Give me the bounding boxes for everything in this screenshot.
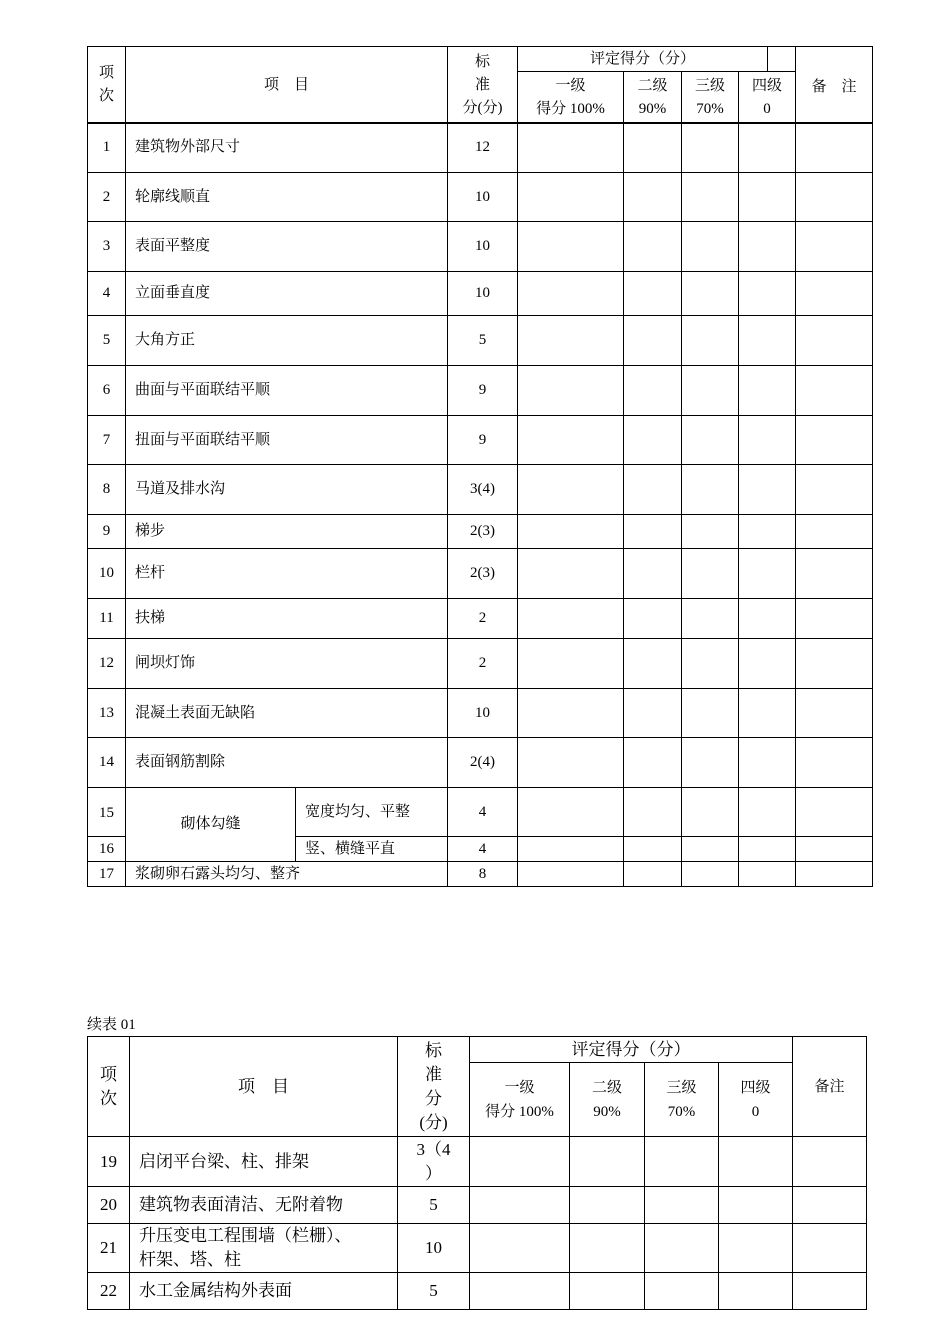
row-item: 栏杆 — [126, 549, 448, 599]
row-item: 扶梯 — [126, 599, 448, 639]
row-index: 21 — [88, 1224, 130, 1273]
score-cell[interactable] — [624, 222, 682, 272]
score-cell[interactable] — [682, 316, 739, 366]
row-index: 10 — [88, 549, 126, 599]
score-cell[interactable] — [682, 862, 739, 887]
score-cell[interactable] — [624, 272, 682, 316]
table-row — [88, 1187, 867, 1224]
row-item: 水工金属结构外表面 — [130, 1273, 398, 1310]
remark-cell[interactable] — [796, 689, 873, 738]
score-cell[interactable] — [624, 515, 682, 549]
score-cell[interactable] — [518, 639, 624, 689]
row-index: 3 — [88, 222, 126, 272]
continued-table-caption: 续表 01 — [87, 1017, 136, 1033]
score-cell[interactable] — [624, 862, 682, 887]
score-cell[interactable] — [682, 272, 739, 316]
row-item: 竖、横缝平直 — [296, 837, 448, 862]
score-cell[interactable] — [682, 173, 739, 222]
score-cell[interactable] — [518, 316, 624, 366]
row-score: 4 — [448, 788, 518, 837]
table-row — [88, 1224, 867, 1273]
row-score: 9 — [448, 416, 518, 465]
remark-cell[interactable] — [793, 1273, 867, 1310]
row-index: 15 — [88, 788, 126, 837]
row-score: 2 — [448, 639, 518, 689]
header-level4: 四级 0 — [739, 72, 796, 124]
header-index: 项 次 — [88, 1037, 130, 1137]
row-score: 5 — [448, 316, 518, 366]
score-cell[interactable] — [739, 788, 796, 837]
row-score: 9 — [448, 366, 518, 416]
score-cell[interactable] — [624, 788, 682, 837]
row-item: 大角方正 — [126, 316, 448, 366]
table-row — [88, 862, 873, 887]
table-row — [88, 599, 873, 639]
row-score: 3(4) — [448, 465, 518, 515]
score-cell[interactable] — [682, 738, 739, 788]
remark-cell[interactable] — [796, 862, 873, 887]
score-cell[interactable] — [682, 515, 739, 549]
table-row — [88, 1273, 867, 1310]
remark-cell[interactable] — [796, 316, 873, 366]
score-cell[interactable] — [645, 1137, 719, 1187]
score-cell[interactable] — [624, 639, 682, 689]
header-level3: 三级 70% — [645, 1063, 719, 1137]
table-row — [88, 515, 873, 549]
score-cell[interactable] — [739, 123, 796, 173]
table-row — [88, 788, 873, 837]
score-cell[interactable] — [624, 549, 682, 599]
score-cell[interactable] — [682, 465, 739, 515]
remark-cell[interactable] — [793, 1137, 867, 1187]
row-score: 2(3) — [448, 515, 518, 549]
header-score-group: 评定得分（分） — [470, 1037, 793, 1063]
remark-cell[interactable] — [796, 639, 873, 689]
score-cell[interactable] — [739, 366, 796, 416]
quality-score-table-body — [87, 122, 873, 887]
header-item: 项 目 — [130, 1037, 398, 1137]
row-index: 2 — [88, 173, 126, 222]
table-row — [88, 689, 873, 738]
row-item: 梯步 — [126, 515, 448, 549]
row-item: 升压变电工程围墙（栏栅）、 杆架、塔、柱 — [130, 1224, 398, 1273]
score-cell[interactable] — [624, 738, 682, 788]
score-cell[interactable] — [518, 173, 624, 222]
score-cell[interactable] — [682, 599, 739, 639]
row-index: 20 — [88, 1187, 130, 1224]
score-cell[interactable] — [518, 862, 624, 887]
table-header-row — [88, 1037, 867, 1063]
header-score-group: 评定得分（分） — [518, 47, 768, 72]
score-cell[interactable] — [518, 272, 624, 316]
score-cell[interactable] — [624, 316, 682, 366]
row-index: 6 — [88, 366, 126, 416]
row-item: 表面钢筋割除 — [126, 738, 448, 788]
score-cell[interactable] — [739, 515, 796, 549]
row-score: 4 — [448, 837, 518, 862]
score-cell[interactable] — [645, 1224, 719, 1273]
header-standard-score: 标 准 分 (分) — [398, 1037, 470, 1137]
score-cell[interactable] — [719, 1137, 793, 1187]
row-index: 12 — [88, 639, 126, 689]
row-index: 7 — [88, 416, 126, 465]
row-index: 19 — [88, 1137, 130, 1187]
header-index: 项 次 — [88, 47, 126, 124]
score-cell[interactable] — [470, 1137, 570, 1187]
score-cell[interactable] — [624, 599, 682, 639]
score-cell[interactable] — [624, 366, 682, 416]
row-score: 2 — [448, 599, 518, 639]
row-score: 12 — [448, 123, 518, 173]
score-cell[interactable] — [518, 837, 624, 862]
header-remark: 备注 — [793, 1037, 867, 1137]
score-cell[interactable] — [739, 837, 796, 862]
header-remark-label: 备 注 — [811, 79, 857, 95]
row-score: 2(3) — [448, 549, 518, 599]
score-cell[interactable] — [739, 639, 796, 689]
row-item: 启闭平台梁、柱、排架 — [130, 1137, 398, 1187]
row-item: 建筑物表面清洁、无附着物 — [130, 1187, 398, 1224]
row-score: 2(4) — [448, 738, 518, 788]
score-cell[interactable] — [739, 465, 796, 515]
remark-cell[interactable] — [796, 738, 873, 788]
remark-cell[interactable] — [793, 1224, 867, 1273]
score-cell[interactable] — [719, 1273, 793, 1310]
remark-cell[interactable] — [796, 549, 873, 599]
header-level2: 二级 90% — [570, 1063, 645, 1137]
header-level3: 三级 70% — [682, 72, 739, 124]
header-blank-cell — [768, 47, 796, 72]
score-cell[interactable] — [570, 1137, 645, 1187]
row-score: 10 — [398, 1224, 470, 1273]
score-cell[interactable] — [570, 1187, 645, 1224]
row-item: 曲面与平面联结平顺 — [126, 366, 448, 416]
score-cell[interactable] — [518, 738, 624, 788]
remark-cell[interactable] — [796, 788, 873, 837]
row-item: 浆砌卵石露头均匀、整齐 — [126, 862, 448, 887]
row-index: 9 — [88, 515, 126, 549]
row-item: 立面垂直度 — [126, 272, 448, 316]
score-cell[interactable] — [739, 173, 796, 222]
score-cell[interactable] — [719, 1224, 793, 1273]
row-item: 建筑物外部尺寸 — [126, 123, 448, 173]
row-index: 11 — [88, 599, 126, 639]
score-cell[interactable] — [518, 515, 624, 549]
score-cell[interactable] — [624, 173, 682, 222]
score-cell[interactable] — [518, 549, 624, 599]
header-level1: 一级 得分 100% — [518, 72, 624, 124]
score-cell[interactable] — [739, 316, 796, 366]
row-index: 4 — [88, 272, 126, 316]
score-cell[interactable] — [739, 738, 796, 788]
score-cell[interactable] — [624, 837, 682, 862]
row-item: 马道及排水沟 — [126, 465, 448, 515]
score-cell[interactable] — [470, 1273, 570, 1310]
score-cell[interactable] — [739, 599, 796, 639]
score-cell[interactable] — [624, 689, 682, 738]
score-cell[interactable] — [624, 465, 682, 515]
row-index: 8 — [88, 465, 126, 515]
continued-score-table — [87, 1036, 867, 1310]
table-row — [88, 639, 873, 689]
score-cell[interactable] — [739, 549, 796, 599]
score-cell[interactable] — [624, 416, 682, 465]
score-cell[interactable] — [682, 639, 739, 689]
score-cell[interactable] — [719, 1187, 793, 1224]
score-cell[interactable] — [739, 416, 796, 465]
row-score: 8 — [448, 862, 518, 887]
score-cell[interactable] — [739, 689, 796, 738]
score-cell[interactable] — [518, 788, 624, 837]
quality-score-table — [87, 46, 873, 124]
score-cell[interactable] — [518, 123, 624, 173]
masonry-group-label: 砌体勾缝 — [126, 788, 296, 862]
remark-cell[interactable] — [796, 222, 873, 272]
header-level2: 二级 90% — [624, 72, 682, 124]
table-row — [88, 465, 873, 515]
score-cell[interactable] — [518, 416, 624, 465]
header-item: 项 目 — [126, 47, 448, 124]
remark-cell[interactable] — [796, 173, 873, 222]
row-item: 轮廓线顺直 — [126, 173, 448, 222]
header-level1: 一级 得分 100% — [470, 1063, 570, 1137]
row-score: 5 — [398, 1273, 470, 1310]
score-cell[interactable] — [518, 465, 624, 515]
row-item: 宽度均匀、平整 — [296, 788, 448, 837]
table-row — [88, 1137, 867, 1187]
row-index: 14 — [88, 738, 126, 788]
header-standard-score: 标 准 分(分) — [448, 47, 518, 124]
row-score: 5 — [398, 1187, 470, 1224]
table-header-row — [88, 47, 873, 72]
row-index: 22 — [88, 1273, 130, 1310]
header-level4: 四级 0 — [719, 1063, 793, 1137]
row-score: 3（4 ） — [398, 1137, 470, 1187]
score-cell[interactable] — [570, 1273, 645, 1310]
score-cell[interactable] — [518, 599, 624, 639]
score-cell[interactable] — [682, 416, 739, 465]
row-index: 17 — [88, 862, 126, 887]
score-cell[interactable] — [645, 1187, 719, 1224]
score-cell[interactable] — [682, 549, 739, 599]
score-cell[interactable] — [470, 1187, 570, 1224]
score-cell[interactable] — [570, 1224, 645, 1273]
row-item: 表面平整度 — [126, 222, 448, 272]
score-cell[interactable] — [682, 788, 739, 837]
row-score: 10 — [448, 272, 518, 316]
score-cell[interactable] — [739, 272, 796, 316]
table-row — [88, 222, 873, 272]
table-row — [88, 549, 873, 599]
score-cell[interactable] — [645, 1273, 719, 1310]
row-item: 混凝土表面无缺陷 — [126, 689, 448, 738]
score-cell[interactable] — [682, 123, 739, 173]
table-row — [88, 173, 873, 222]
row-score: 10 — [448, 689, 518, 738]
remark-cell[interactable] — [796, 416, 873, 465]
score-cell[interactable] — [470, 1224, 570, 1273]
row-index: 16 — [88, 837, 126, 862]
table-row — [88, 272, 873, 316]
score-cell[interactable] — [682, 222, 739, 272]
table-row — [88, 738, 873, 788]
remark-cell[interactable] — [796, 465, 873, 515]
remark-cell[interactable] — [796, 515, 873, 549]
score-cell[interactable] — [624, 123, 682, 173]
table-row — [88, 123, 873, 173]
table-row — [88, 416, 873, 465]
score-cell[interactable] — [518, 689, 624, 738]
table-row — [88, 366, 873, 416]
table-row — [88, 316, 873, 366]
remark-cell[interactable] — [796, 123, 873, 173]
remark-cell[interactable] — [796, 599, 873, 639]
remark-cell[interactable] — [796, 272, 873, 316]
row-score: 10 — [448, 222, 518, 272]
remark-cell[interactable] — [796, 837, 873, 862]
row-score: 10 — [448, 173, 518, 222]
score-cell[interactable] — [739, 862, 796, 887]
score-cell[interactable] — [682, 689, 739, 738]
row-index: 13 — [88, 689, 126, 738]
remark-cell[interactable] — [796, 366, 873, 416]
score-cell[interactable] — [739, 222, 796, 272]
row-item: 闸坝灯饰 — [126, 639, 448, 689]
row-index: 5 — [88, 316, 126, 366]
row-item: 扭面与平面联结平顺 — [126, 416, 448, 465]
score-cell[interactable] — [682, 837, 739, 862]
row-index: 1 — [88, 123, 126, 173]
score-cell[interactable] — [518, 366, 624, 416]
score-cell[interactable] — [682, 366, 739, 416]
score-cell[interactable] — [518, 222, 624, 272]
remark-cell[interactable] — [793, 1187, 867, 1224]
